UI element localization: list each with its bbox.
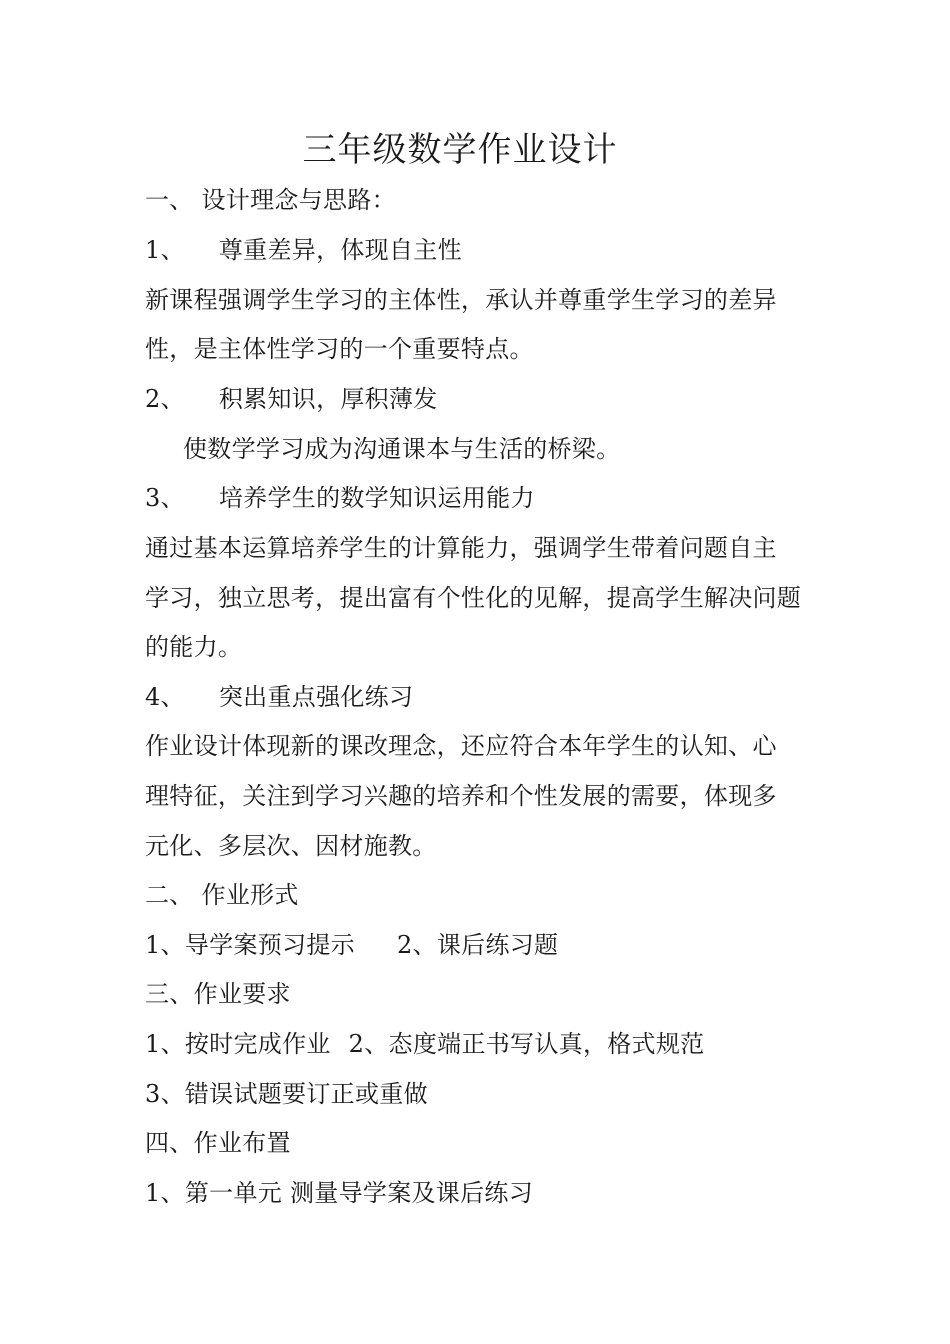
section-3-item-3: 3、错误试题要订正或重做 <box>145 1080 428 1108</box>
item-number: 2、 <box>145 385 185 413</box>
item-number: 3、 <box>145 484 185 512</box>
section-1-item-4-body-line-3: 元化、多层次、因材施教。 <box>145 832 437 860</box>
section-1-item-1-heading <box>145 233 462 267</box>
item-heading: 积累知识，厚积薄发 <box>218 385 438 413</box>
section-4-item-1: 1、第一单元 测量导学案及课后练习 <box>145 1179 533 1207</box>
item-heading: 培养学生的数学知识运用能力 <box>218 484 535 512</box>
section-2-item-1: 1、导学案预习提示 <box>145 931 355 959</box>
section-1-item-3-body-line-1: 通过基本运算培养学生的计算能力，强调学生带着问题自主 <box>145 534 777 562</box>
section-1-heading: 一、 设计理念与思路： <box>145 186 396 214</box>
section-1-item-1-body-line-1: 新课程强调学生学习的主体性，承认并尊重学生学习的差异 <box>145 286 777 314</box>
section-3-item-2: 2、态度端正书写认真，格式规范 <box>348 1030 705 1058</box>
section-3-heading: 三、作业要求 <box>145 980 291 1008</box>
section-1-item-3-body-line-3: 的能力。 <box>145 633 243 661</box>
section-1-item-1-body-line-2: 性，是主体性学习的一个重要特点。 <box>145 335 534 363</box>
section-1-item-3-heading <box>145 481 535 515</box>
section-3-items <box>145 1027 704 1061</box>
section-1-item-4-body-line-1: 作业设计体现新的课改理念，还应符合本年学生的认知、心 <box>145 732 777 760</box>
item-number: 1、 <box>145 236 185 264</box>
section-2-heading: 二、 作业形式 <box>145 881 299 909</box>
item-heading: 尊重差异，体现自主性 <box>218 236 462 264</box>
section-1-item-4-body-line-2: 理特征，关注到学习兴趣的培养和个性发展的需要，体现多 <box>145 782 777 810</box>
section-2-item-2: 2、课后练习题 <box>396 931 559 959</box>
section-1-item-4-heading <box>145 680 413 714</box>
item-number: 4、 <box>145 683 185 711</box>
section-1-item-2-heading <box>145 382 438 416</box>
section-1-item-3-body-line-2: 学习，独立思考，提出富有个性化的见解，提高学生解决问题 <box>145 584 802 612</box>
section-3-item-1: 1、按时完成作业 <box>145 1030 331 1058</box>
document-title: 三年级数学作业设计 <box>302 130 618 170</box>
section-4-heading: 四、作业布置 <box>145 1129 291 1157</box>
item-heading: 突出重点强化练习 <box>218 683 414 711</box>
section-1-item-2-body-line-1: 使数学学习成为沟通课本与生活的桥梁。 <box>183 435 621 463</box>
section-2-items <box>145 928 558 962</box>
